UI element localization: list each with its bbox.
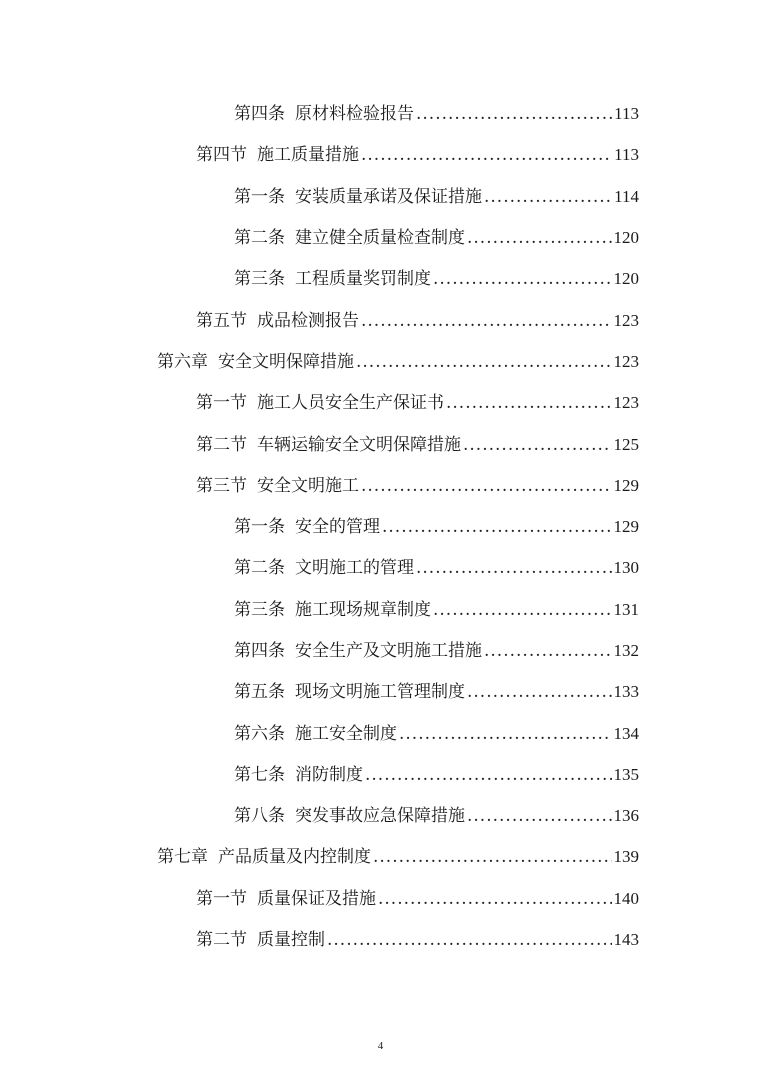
dot-leader [327, 930, 612, 950]
toc-entry-title: 原材料检验报告 [295, 104, 414, 125]
toc-entry[interactable] [0, 339, 761, 380]
toc-entry-content [234, 677, 761, 702]
toc-entry-content [234, 99, 761, 124]
toc-entry-title: 消防制度 [295, 764, 363, 785]
toc-entry-page-number: 123 [613, 393, 639, 413]
toc-entry-label: 第三条 [234, 599, 285, 620]
dot-leader [365, 765, 612, 785]
toc-entry-content [196, 430, 761, 455]
toc-entry[interactable] [0, 710, 761, 751]
toc-entry-content [157, 842, 761, 867]
dot-leader [463, 435, 612, 455]
page-number: 4 [377, 1040, 384, 1052]
toc-entry[interactable] [0, 380, 761, 421]
dot-leader [467, 806, 612, 826]
toc-entry-label: 第四节 [196, 145, 247, 166]
toc-entry[interactable] [0, 587, 761, 628]
toc-entry-title: 安全文明施工 [257, 475, 359, 496]
toc-entry-content [234, 223, 761, 248]
toc-entry[interactable] [0, 504, 761, 545]
toc-entry-content [157, 347, 761, 372]
dot-leader [373, 847, 612, 867]
toc-entry-content [196, 388, 761, 413]
toc-entry-page-number: 123 [613, 351, 639, 371]
toc-entry-content [196, 884, 761, 909]
toc-entry-page-number: 132 [613, 641, 639, 660]
toc-entry-label: 第一条 [234, 186, 285, 207]
toc-entry[interactable] [0, 91, 761, 132]
toc-entry-label: 第一条 [234, 517, 285, 538]
toc-entry-title: 质量控制 [257, 930, 325, 951]
dot-leader [467, 228, 612, 248]
dot-leader [361, 476, 612, 496]
toc-entry-label: 第六条 [234, 723, 285, 744]
toc-entry[interactable] [0, 256, 761, 297]
toc-entry-page-number: 134 [613, 723, 639, 743]
toc-entry-page-number: 129 [613, 475, 639, 495]
dot-leader [416, 558, 612, 578]
toc-entry-title: 施工现场规章制度 [295, 599, 431, 620]
toc-entry-title: 建立健全质量检查制度 [295, 228, 465, 249]
toc-entry-content [234, 512, 761, 537]
toc-entry-content [196, 925, 761, 950]
toc-entry-title: 车辆运输安全文明保障措施 [257, 434, 461, 455]
toc-entry-title: 施工质量措施 [257, 145, 359, 166]
dot-leader [484, 641, 612, 661]
dot-leader [361, 311, 612, 331]
dot-leader [378, 889, 612, 909]
toc-entry-page-number: 139 [613, 847, 639, 867]
toc-entry-page-number: 130 [613, 558, 639, 578]
toc-entry[interactable] [0, 917, 761, 958]
toc-entry-label: 第二条 [234, 558, 285, 579]
toc-entry-page-number: 123 [613, 310, 639, 330]
toc-entry-content [234, 595, 761, 620]
toc-entry-title: 文明施工的管理 [295, 558, 414, 579]
toc-entry-content [196, 140, 761, 165]
toc-entry-content [234, 553, 761, 578]
table-of-contents [0, 91, 761, 958]
toc-entry-title: 安全文明保障措施 [218, 351, 354, 372]
toc-entry-content [234, 182, 761, 207]
toc-entry-label: 第一节 [196, 888, 247, 909]
toc-entry-label: 第一节 [196, 393, 247, 414]
toc-entry[interactable] [0, 421, 761, 462]
toc-entry-page-number: 125 [613, 434, 639, 454]
toc-entry[interactable] [0, 628, 761, 669]
toc-entry-label: 第六章 [157, 351, 208, 372]
toc-entry-title: 质量保证及措施 [257, 888, 376, 909]
toc-entry-page-number: 114 [614, 186, 639, 206]
dot-leader [361, 145, 612, 165]
toc-entry-label: 第二节 [196, 434, 247, 455]
toc-entry-title: 安装质量承诺及保证措施 [295, 186, 482, 207]
dot-leader [356, 352, 612, 372]
dot-leader [467, 682, 612, 702]
dot-leader [416, 104, 612, 124]
toc-entry[interactable] [0, 876, 761, 917]
toc-entry-title: 安全的管理 [295, 517, 380, 538]
toc-entry-content [196, 471, 761, 496]
toc-entry-label: 第八条 [234, 806, 285, 827]
toc-entry-page-number: 143 [613, 930, 639, 950]
toc-entry[interactable] [0, 834, 761, 875]
toc-entry-page-number: 140 [613, 888, 639, 908]
toc-entry-title: 产品质量及内控制度 [218, 847, 371, 868]
dot-leader [382, 517, 612, 537]
toc-entry-page-number: 135 [613, 764, 639, 784]
toc-entry-title: 工程质量奖罚制度 [295, 269, 431, 290]
toc-entry-content [234, 801, 761, 826]
toc-entry-title: 现场文明施工管理制度 [295, 682, 465, 703]
toc-entry-page-number: 113 [614, 145, 639, 165]
dot-leader [484, 187, 612, 207]
toc-entry-title: 施工人员安全生产保证书 [257, 393, 444, 414]
toc-entry[interactable] [0, 463, 761, 504]
toc-entry-page-number: 129 [613, 517, 639, 537]
toc-entry-label: 第五条 [234, 682, 285, 703]
toc-entry-content [234, 636, 761, 661]
toc-entry-label: 第七章 [157, 847, 208, 868]
toc-entry[interactable] [0, 215, 761, 256]
toc-entry[interactable] [0, 132, 761, 173]
toc-entry[interactable] [0, 669, 761, 710]
toc-entry-label: 第二节 [196, 930, 247, 951]
toc-entry-label: 第三节 [196, 475, 247, 496]
toc-entry[interactable] [0, 174, 761, 215]
toc-entry-page-number: 120 [613, 228, 639, 248]
toc-entry-page-number: 113 [614, 104, 639, 124]
toc-entry-content [196, 306, 761, 331]
toc-entry[interactable] [0, 545, 761, 586]
toc-entry[interactable] [0, 297, 761, 338]
toc-entry-label: 第三条 [234, 269, 285, 290]
toc-entry-label: 第四条 [234, 641, 285, 661]
toc-entry-content [234, 264, 761, 289]
toc-entry-page-number: 131 [613, 599, 639, 619]
toc-entry-label: 第二条 [234, 228, 285, 249]
dot-leader [446, 393, 612, 413]
toc-entry-title: 安全生产及文明施工措施 [295, 641, 482, 661]
dot-leader [433, 269, 612, 289]
toc-entry-label: 第七条 [234, 764, 285, 785]
toc-entry[interactable] [0, 752, 761, 793]
toc-entry-page-number: 133 [613, 682, 639, 702]
toc-entry-title: 成品检测报告 [257, 310, 359, 331]
toc-entry-content [234, 760, 761, 785]
toc-entry-title: 施工安全制度 [295, 723, 397, 744]
toc-entry-title: 突发事故应急保障措施 [295, 806, 465, 827]
toc-entry-content [234, 719, 761, 744]
dot-leader [399, 724, 612, 744]
toc-entry-label: 第五节 [196, 310, 247, 331]
toc-entry-page-number: 136 [613, 806, 639, 826]
dot-leader [433, 600, 612, 620]
toc-entry-page-number: 120 [613, 269, 639, 289]
toc-entry[interactable] [0, 793, 761, 834]
toc-entry-label: 第四条 [234, 104, 285, 125]
